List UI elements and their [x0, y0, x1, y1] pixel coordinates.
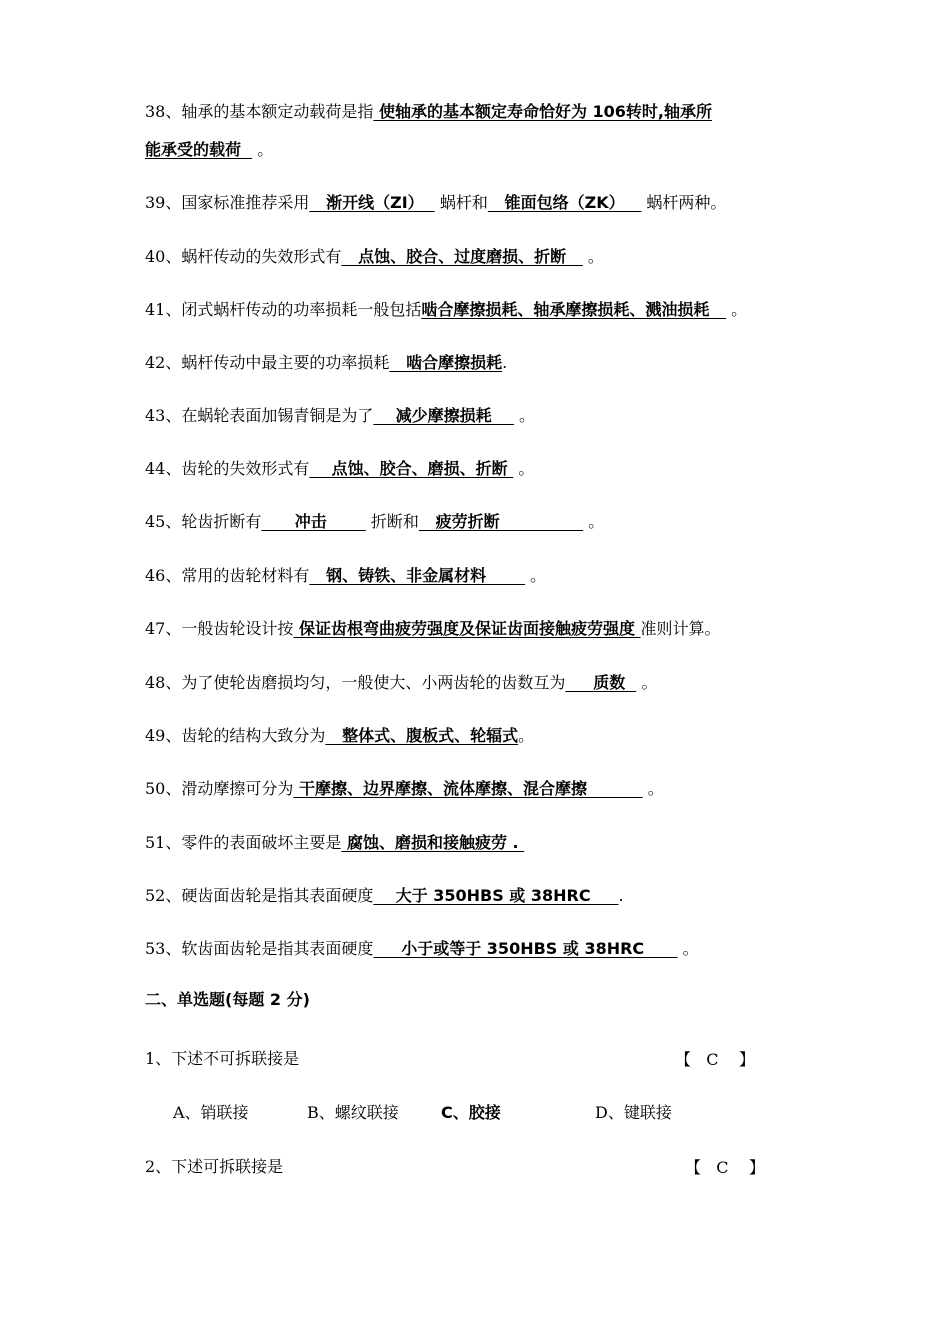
answer-blank: 钢、铸铁、非金属材料 [309, 566, 526, 585]
option-d: D、键联接 [595, 1103, 672, 1122]
question-2-stem: 2、下述可拆联接是 [145, 1157, 284, 1176]
question-text: 53、软齿面齿轮是指其表面硬度 [145, 939, 374, 958]
question-text: 。 [582, 247, 604, 266]
question-text: 蜗杆和 [434, 193, 488, 212]
question-text: 43、在蜗轮表面加锡青铜是为了 [145, 406, 374, 425]
fill-item-51 [145, 831, 524, 855]
fill-item-52 [145, 884, 624, 908]
question-1-options [173, 1101, 672, 1125]
question-2-answer-bracket: 【 C 】 [685, 1158, 765, 1177]
question-text: 。 [726, 300, 748, 319]
question-text: 。 [677, 939, 699, 958]
question-text: 48、为了使轮齿磨损均匀，一般使大、小两齿轮的齿数互为 [145, 673, 566, 692]
option-a: A、销联接 [173, 1103, 249, 1122]
question-text: 。 [525, 566, 547, 585]
question-text: 46、常用的齿轮材料有 [145, 566, 310, 585]
question-text: 47、一般齿轮设计按 [145, 619, 294, 638]
answer-blank: 减少摩擦损耗 [373, 406, 514, 425]
section-heading: 二、单选题(每题 2 分) [145, 990, 310, 1009]
question-text: 准则计算。 [640, 619, 721, 638]
fill-item-45 [145, 510, 604, 534]
question-text: 蜗杆两种。 [641, 193, 727, 212]
fill-item-48 [145, 671, 657, 695]
question-1-stem: 1、下述不可拆联接是 [145, 1049, 300, 1068]
answer-blank: 锥面包络（ZK） [487, 193, 642, 212]
fill-item-38b [145, 138, 273, 162]
answer-blank: 点蚀、胶合、过度磨损、折断 [341, 247, 583, 266]
fill-item-43 [145, 404, 535, 428]
answer-blank: 干摩擦、边界摩擦、流体摩擦、混合摩擦 [293, 779, 643, 798]
question-text: 39、国家标准推荐采用 [145, 193, 310, 212]
question-text: 。 [252, 140, 274, 159]
answer-blank: 保证齿根弯曲疲劳强度及保证齿面接触疲劳强度 [293, 619, 641, 638]
question-text: 。 [583, 512, 605, 531]
answer-blank: 小于或等于 350HBS 或 38HRC [373, 939, 678, 958]
fill-item-40 [145, 245, 604, 269]
answer-blank: 渐开线（ZI） [309, 193, 435, 212]
option-b: B、螺纹联接 [307, 1103, 399, 1122]
answer-blank: 冲击 [261, 512, 366, 531]
question-text: 50、滑动摩擦可分为 [145, 779, 294, 798]
question-text: 。 [636, 673, 658, 692]
answer-blank: 疲劳折断 [418, 512, 584, 531]
question-text: 38、轴承的基本额定动载荷是指 [145, 102, 374, 121]
question-text: 41、闭式蜗杆传动的功率损耗一般包括 [145, 300, 422, 319]
question-text: 52、硬齿面齿轮是指其表面硬度 [145, 886, 374, 905]
question-text: 44、齿轮的失效形式有 [145, 459, 310, 478]
fill-item-44 [145, 457, 534, 481]
question-text: 。 [513, 406, 536, 425]
question-text: 。 [518, 726, 535, 745]
question-text: 折断和 [365, 512, 419, 531]
fill-item-41 [145, 298, 747, 322]
answer-blank: 啮合摩擦损耗、轴承摩擦损耗、溅油损耗 [421, 300, 727, 319]
answer-blank: 质数 [565, 673, 637, 692]
answer-blank: 整体式、腹板式、轮辐式 [325, 726, 519, 745]
fill-item-38 [145, 100, 712, 124]
question-text: 42、蜗杆传动中最主要的功率损耗 [145, 353, 390, 372]
fill-item-47 [145, 617, 721, 641]
fill-item-39 [145, 191, 726, 215]
fill-item-50 [145, 777, 664, 801]
question-text: . [502, 353, 508, 372]
fill-item-46 [145, 564, 546, 588]
answer-blank: 腐蚀、磨损和接触疲劳 . [341, 833, 525, 852]
answer-blank: 使轴承的基本额定寿命恰好为 106转时,轴承所 [373, 102, 712, 121]
question-text: 51、零件的表面破坏主要是 [145, 833, 342, 852]
question-text: 40、蜗杆传动的失效形式有 [145, 247, 342, 266]
answer-blank: 大于 350HBS 或 38HRC [373, 886, 619, 905]
fill-item-53 [145, 937, 699, 961]
question-text: 。 [513, 459, 535, 478]
question-text: . [618, 886, 624, 905]
question-text: 45、轮齿折断有 [145, 512, 262, 531]
answer-blank: 点蚀、胶合、磨损、折断 [309, 459, 514, 478]
answer-blank: 能承受的载荷 [145, 140, 253, 159]
answer-blank: 啮合摩擦损耗 [389, 353, 503, 372]
question-1-answer-bracket: 【 C 】 [675, 1050, 755, 1069]
option-c: C、胶接 [441, 1103, 501, 1122]
question-text: 。 [642, 779, 664, 798]
fill-item-49 [145, 724, 534, 748]
question-text: 49、齿轮的结构大致分为 [145, 726, 326, 745]
fill-item-42 [145, 351, 507, 375]
